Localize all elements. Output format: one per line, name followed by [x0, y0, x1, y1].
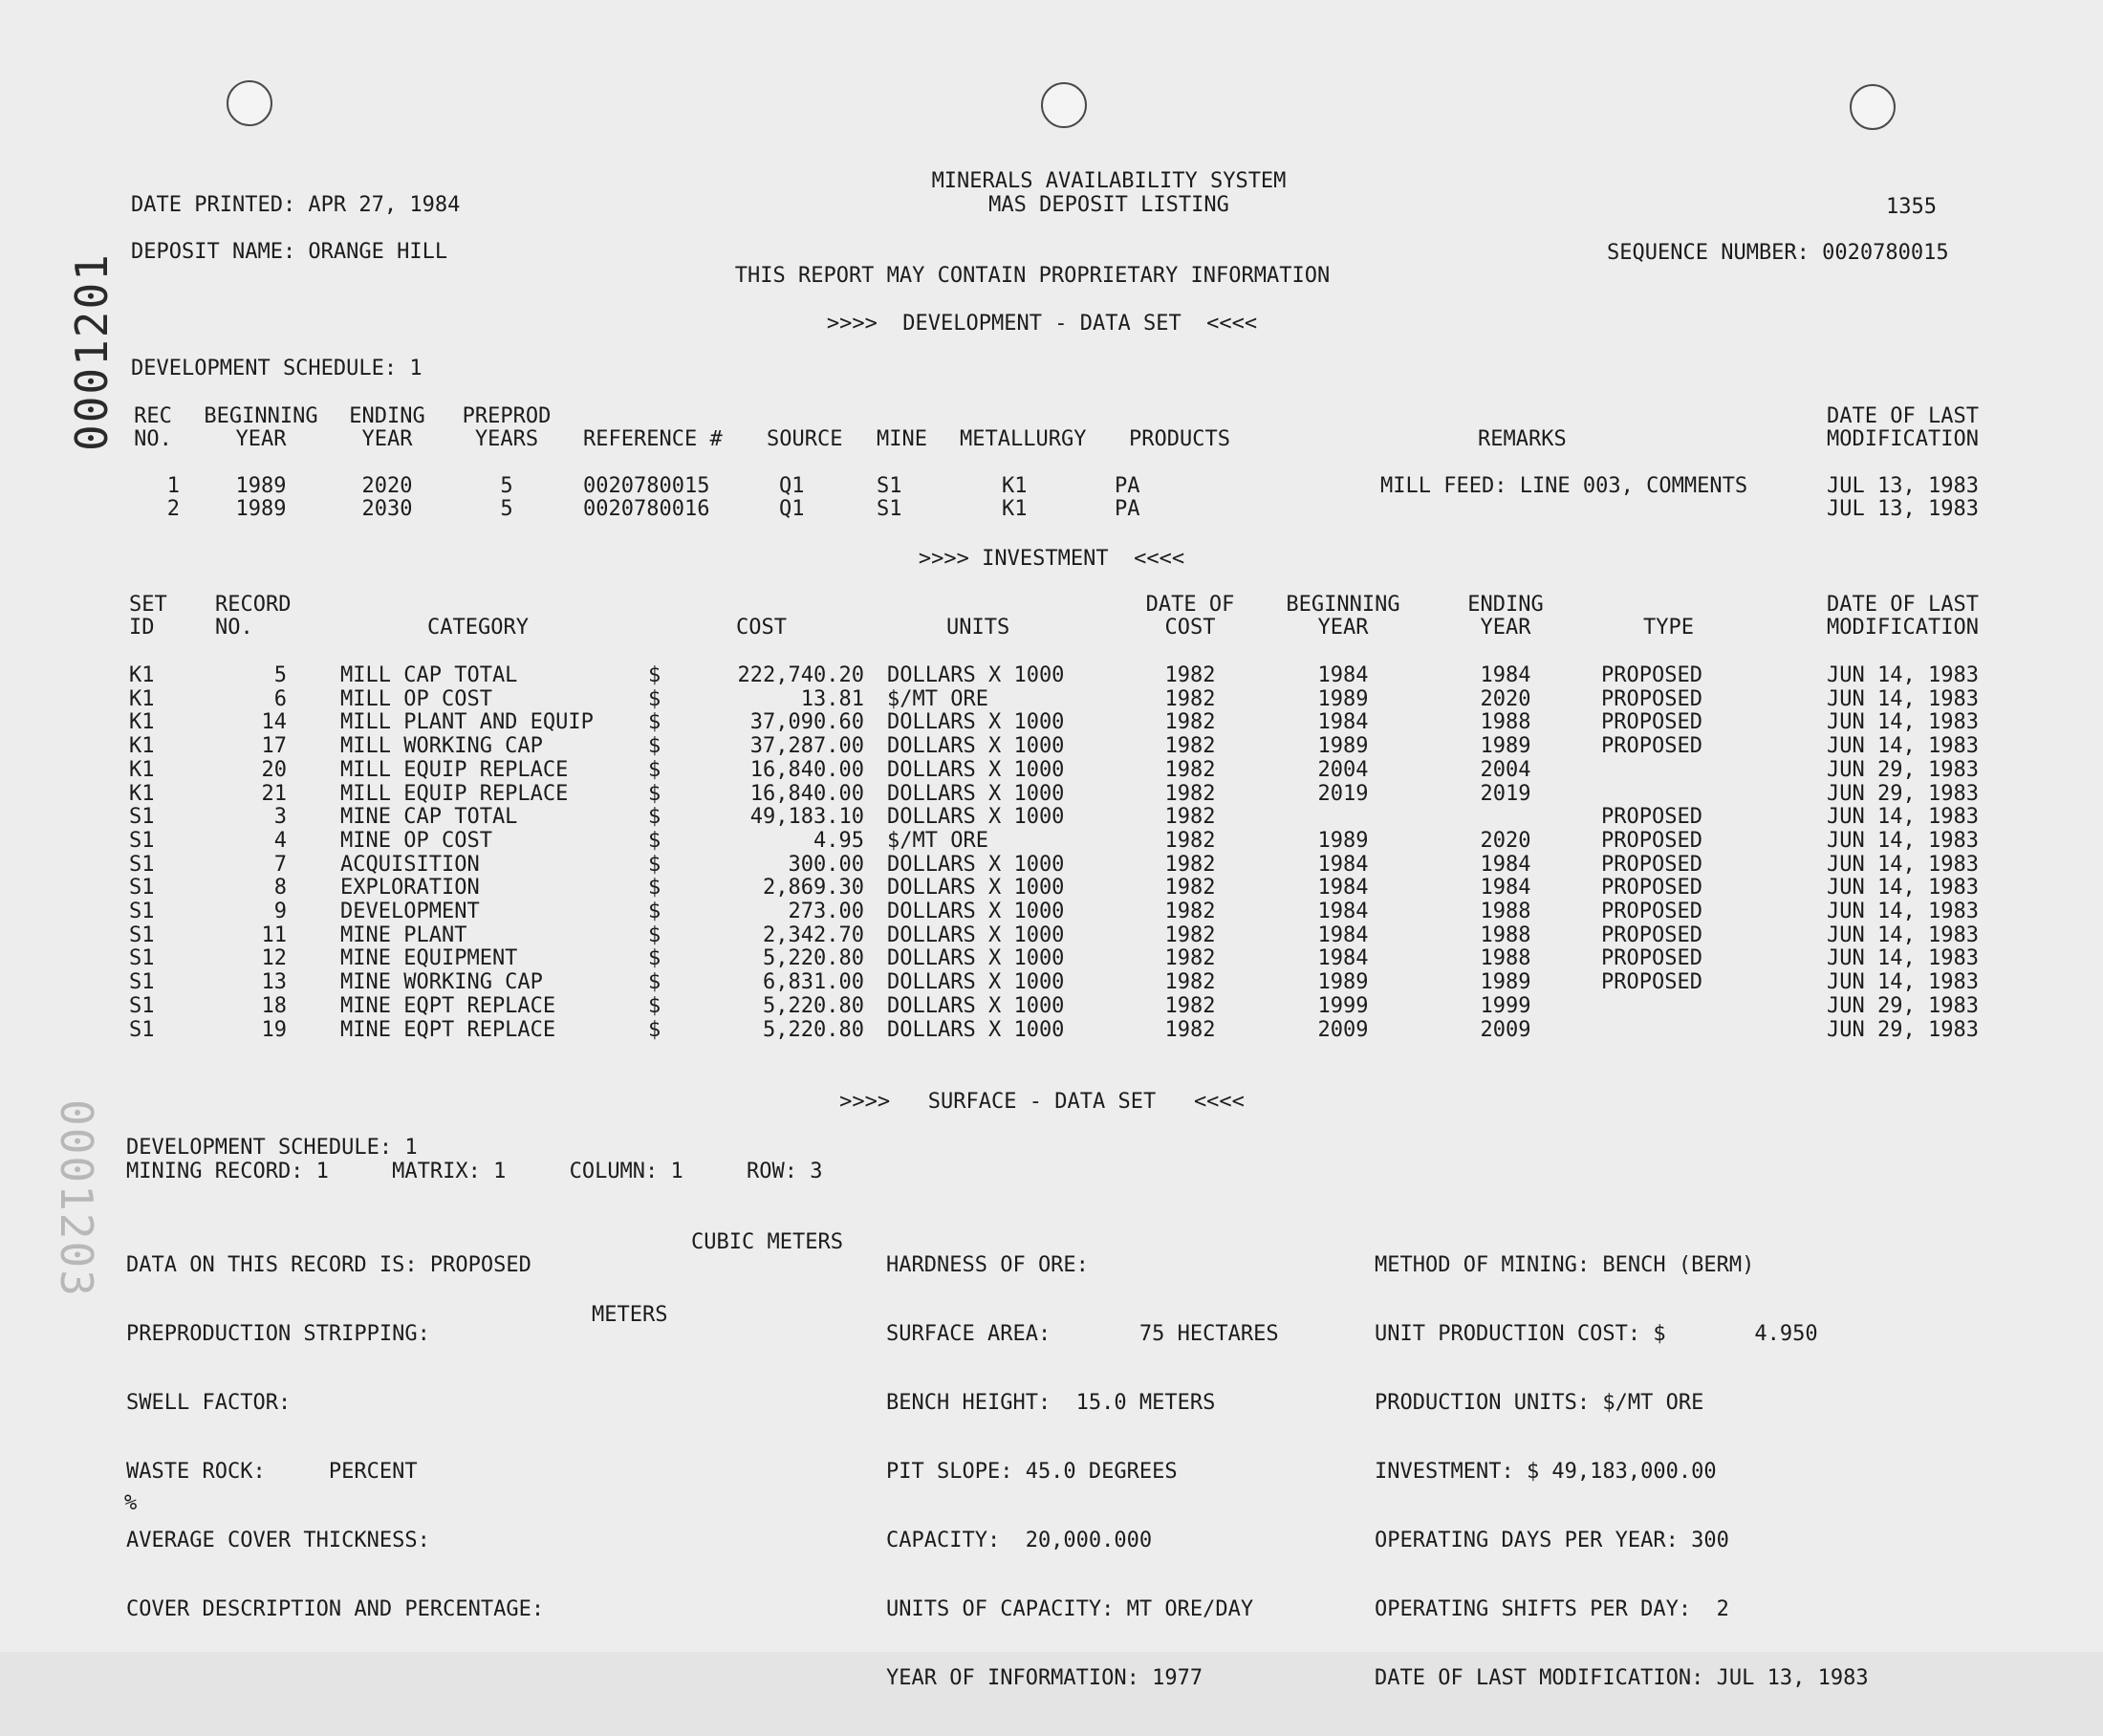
inv-cell-beginning-year: 1984: [1317, 710, 1369, 735]
stripping-units: CUBIC METERS: [691, 1230, 843, 1254]
inv-cell-date-of-cost: 1982: [1164, 852, 1216, 877]
inv-cell-type: PROPOSED: [1601, 922, 1702, 947]
inv-cell-ending-year: 2004: [1480, 757, 1531, 782]
inv-cell-type: PROPOSED: [1601, 946, 1702, 971]
inv-cell-beginning-year: 2019: [1317, 781, 1369, 806]
inv-cell-beginning-year: 1984: [1317, 852, 1369, 877]
punch-hole-center: [1041, 82, 1087, 128]
inv-cell-beginning-year: 1989: [1317, 734, 1369, 759]
deposit-name: DEPOSIT NAME: ORANGE HILL: [131, 240, 448, 264]
inv-cell-cost: 273.00: [788, 900, 864, 923]
dev-header-beginning-year: BEGINNING YEAR: [204, 404, 318, 451]
dev-cell-rec: 1: [166, 474, 180, 498]
inv-cell-dollar-sign: $: [648, 993, 661, 1018]
inv-cell-dollar-sign: $: [648, 852, 661, 877]
inv-cell-record-no: 13: [261, 970, 287, 995]
inv-cell-dollar-sign: $: [648, 946, 661, 971]
inv-cell-ending-year: 1989: [1480, 970, 1531, 995]
inv-cell-last-modification: JUN 29, 1983: [1827, 1017, 1979, 1042]
inv-cell-beginning-year: 1984: [1317, 663, 1369, 687]
inv-cell-category: MILL OP COST: [340, 686, 492, 711]
inv-cell-ending-year: 1984: [1480, 663, 1531, 687]
dev-cell-reference: 0020780015: [583, 474, 710, 498]
inv-cell-set-id: S1: [129, 805, 155, 830]
inv-cell-category: MILL EQUIP REPLACE: [340, 781, 569, 806]
inv-cell-set-id: S1: [129, 946, 155, 971]
inv-cell-units: DOLLARS X 1000: [887, 852, 1065, 877]
bleed-through-document-number: 0001203: [51, 1099, 102, 1298]
dev-cell-last-modification: JUL 13, 1983: [1827, 497, 1979, 521]
inv-cell-dollar-sign: $: [648, 781, 661, 806]
inv-cell-date-of-cost: 1982: [1164, 828, 1216, 853]
inv-cell-record-no: 11: [261, 922, 287, 947]
inv-cell-category: MILL WORKING CAP: [340, 734, 543, 759]
capacity-units-line: UNITS OF CAPACITY: MT ORE/DAY: [886, 1597, 1254, 1621]
last-modification-line: DATE OF LAST MODIFICATION: JUL 13, 1983: [1375, 1666, 1869, 1690]
dev-header-rec: REC NO.: [134, 404, 172, 451]
inv-cell-units: DOLLARS X 1000: [887, 900, 1065, 923]
inv-header-last-modification: DATE OF LAST MODIFICATION: [1827, 593, 1979, 640]
dev-cell-source: Q1: [779, 497, 805, 521]
inv-cell-category: MILL EQUIP REPLACE: [340, 757, 569, 782]
inv-header-date-of-cost: DATE OF COST: [1145, 593, 1235, 640]
inv-cell-ending-year: 1988: [1480, 946, 1531, 971]
footer-mark: %: [124, 1491, 138, 1515]
inv-cell-cost: 4.95: [813, 828, 864, 853]
inv-cell-category: MINE CAP TOTAL: [340, 805, 518, 830]
inv-cell-type: PROPOSED: [1601, 734, 1702, 759]
inv-header-ending-year: ENDING YEAR: [1467, 593, 1544, 640]
proprietary-notice: THIS REPORT MAY CONTAIN PROPRIETARY INFORMATION: [734, 264, 1331, 288]
inv-cell-units: DOLLARS X 1000: [887, 757, 1065, 782]
inv-cell-dollar-sign: $: [648, 828, 661, 853]
dev-cell-ending-year: 2030: [361, 497, 413, 521]
inv-cell-category: MINE EQPT REPLACE: [340, 1017, 556, 1042]
inv-cell-date-of-cost: 1982: [1164, 900, 1216, 923]
inv-cell-dollar-sign: $: [648, 900, 661, 923]
punch-hole-left: [227, 80, 272, 126]
operating-shifts-line: OPERATING SHIFTS PER DAY: 2: [1375, 1597, 1729, 1621]
inv-cell-record-no: 8: [273, 876, 287, 901]
dev-header-metallurgy: METALLURGY: [960, 427, 1087, 451]
dev-cell-source: Q1: [779, 474, 805, 498]
inv-cell-set-id: K1: [129, 663, 155, 687]
inv-cell-last-modification: JUN 14, 1983: [1827, 876, 1979, 901]
dev-cell-metallurgy: K1: [1002, 497, 1028, 521]
dev-cell-rec: 2: [166, 497, 180, 521]
inv-cell-type: PROPOSED: [1601, 686, 1702, 711]
inv-header-record-no: RECORD NO.: [215, 593, 292, 640]
listing-title: MAS DEPOSIT LISTING: [988, 193, 1229, 217]
capacity-line: CAPACITY: 20,000.000: [886, 1529, 1153, 1552]
investment-total-line: INVESTMENT: $ 49,183,000.00: [1375, 1460, 1717, 1484]
inv-cell-date-of-cost: 1982: [1164, 757, 1216, 782]
inv-cell-cost: 49,183.10: [749, 805, 864, 830]
development-schedule-label: DEVELOPMENT SCHEDULE: 1: [131, 357, 423, 380]
inv-cell-beginning-year: 1989: [1317, 828, 1369, 853]
inv-cell-set-id: K1: [129, 734, 155, 759]
inv-cell-beginning-year: 1984: [1317, 876, 1369, 901]
inv-cell-beginning-year: 2004: [1317, 757, 1369, 782]
system-title: MINERALS AVAILABILITY SYSTEM: [931, 169, 1287, 193]
inv-cell-cost: 222,740.20: [737, 663, 864, 687]
dev-cell-mine: S1: [877, 497, 902, 521]
inv-cell-units: DOLLARS X 1000: [887, 781, 1065, 806]
inv-cell-beginning-year: 1984: [1317, 946, 1369, 971]
inv-cell-record-no: 7: [273, 852, 287, 877]
inv-cell-set-id: S1: [129, 993, 155, 1018]
dev-header-mine: MINE: [877, 427, 927, 451]
method-of-mining-line: METHOD OF MINING: BENCH (BERM): [1375, 1253, 1755, 1277]
inv-cell-last-modification: JUN 14, 1983: [1827, 970, 1979, 995]
inv-cell-date-of-cost: 1982: [1164, 1017, 1216, 1042]
surface-stripping-line: PREPRODUCTION STRIPPING:: [126, 1322, 430, 1346]
inv-cell-last-modification: JUN 29, 1983: [1827, 993, 1979, 1018]
inv-cell-last-modification: JUN 14, 1983: [1827, 900, 1979, 923]
dev-header-remarks: REMARKS: [1478, 427, 1567, 451]
dev-header-preprod-years: PREPROD YEARS: [462, 404, 552, 451]
inv-cell-record-no: 20: [261, 757, 287, 782]
inv-cell-cost: 37,287.00: [749, 734, 864, 759]
surface-section-title: >>>> SURFACE - DATA SET <<<<: [839, 1090, 1245, 1114]
dev-cell-last-modification: JUL 13, 1983: [1827, 474, 1979, 498]
inv-cell-beginning-year: 1984: [1317, 900, 1369, 923]
inv-cell-type: PROPOSED: [1601, 900, 1702, 923]
surface-thickness-line: AVERAGE COVER THICKNESS:: [126, 1529, 430, 1552]
inv-cell-units: DOLLARS X 1000: [887, 1017, 1065, 1042]
inv-cell-ending-year: 1988: [1480, 922, 1531, 947]
inv-cell-type: PROPOSED: [1601, 805, 1702, 830]
inv-cell-record-no: 6: [273, 686, 287, 711]
dev-cell-beginning-year: 1989: [235, 497, 287, 521]
inv-cell-last-modification: JUN 14, 1983: [1827, 946, 1979, 971]
inv-cell-last-modification: JUN 14, 1983: [1827, 922, 1979, 947]
inv-cell-type: PROPOSED: [1601, 970, 1702, 995]
inv-cell-set-id: S1: [129, 922, 155, 947]
inv-cell-units: DOLLARS X 1000: [887, 734, 1065, 759]
inv-cell-units: $/MT ORE: [887, 686, 988, 711]
inv-cell-beginning-year: 1999: [1317, 993, 1369, 1018]
inv-cell-ending-year: 2019: [1480, 781, 1531, 806]
dev-header-last-modification: DATE OF LAST MODIFICATION: [1827, 404, 1979, 451]
dev-cell-reference: 0020780016: [583, 497, 710, 521]
inv-cell-dollar-sign: $: [648, 922, 661, 947]
inv-cell-cost: 16,840.00: [749, 781, 864, 806]
inv-cell-category: MINE OP COST: [340, 828, 492, 853]
inv-header-set-id: SET ID: [129, 593, 167, 640]
inv-cell-record-no: 14: [261, 710, 287, 735]
inv-cell-date-of-cost: 1982: [1164, 970, 1216, 995]
inv-cell-last-modification: JUN 14, 1983: [1827, 852, 1979, 877]
inv-cell-set-id: S1: [129, 852, 155, 877]
inv-cell-set-id: K1: [129, 686, 155, 711]
inv-cell-set-id: K1: [129, 781, 155, 806]
dev-cell-products: PA: [1115, 497, 1140, 521]
inv-cell-cost: 37,090.60: [749, 710, 864, 735]
inv-cell-beginning-year: 2009: [1317, 1017, 1369, 1042]
dev-cell-beginning-year: 1989: [235, 474, 287, 498]
surface-col-3: [1375, 1208, 1869, 1736]
inv-header-type: TYPE: [1643, 616, 1694, 640]
inv-cell-units: DOLLARS X 1000: [887, 993, 1065, 1018]
inv-cell-ending-year: 1988: [1480, 900, 1531, 923]
inv-cell-last-modification: JUN 14, 1983: [1827, 663, 1979, 687]
inv-cell-date-of-cost: 1982: [1164, 805, 1216, 830]
unit-production-cost-line: UNIT PRODUCTION COST: $ 4.950: [1375, 1322, 1818, 1346]
inv-cell-dollar-sign: $: [648, 710, 661, 735]
inv-cell-dollar-sign: $: [648, 970, 661, 995]
inv-cell-units: DOLLARS X 1000: [887, 663, 1065, 687]
inv-cell-last-modification: JUN 29, 1983: [1827, 781, 1979, 806]
inv-header-beginning-year: BEGINNING YEAR: [1286, 593, 1400, 640]
inv-cell-category: MINE EQPT REPLACE: [340, 993, 556, 1018]
dev-header-products: PRODUCTS: [1129, 427, 1230, 451]
inv-cell-record-no: 4: [273, 828, 287, 853]
development-section-title: >>>> DEVELOPMENT - DATA SET <<<<: [826, 312, 1258, 336]
operating-days-line: OPERATING DAYS PER YEAR: 300: [1375, 1529, 1729, 1552]
inv-cell-beginning-year: 1984: [1317, 922, 1369, 947]
inv-cell-last-modification: JUN 14, 1983: [1827, 686, 1979, 711]
inv-cell-ending-year: 1999: [1480, 993, 1531, 1018]
inv-cell-date-of-cost: 1982: [1164, 734, 1216, 759]
inv-cell-date-of-cost: 1982: [1164, 946, 1216, 971]
inv-cell-set-id: S1: [129, 900, 155, 923]
mining-record-line: MINING RECORD: 1 MATRIX: 1 COLUMN: 1 ROW: 3: [126, 1160, 823, 1183]
inv-cell-type: PROPOSED: [1601, 852, 1702, 877]
inv-cell-record-no: 21: [261, 781, 287, 806]
inv-cell-ending-year: 1989: [1480, 734, 1531, 759]
inv-cell-set-id: S1: [129, 828, 155, 853]
inv-cell-category: MINE EQUIPMENT: [340, 946, 518, 971]
inv-header-units: UNITS: [946, 616, 1010, 640]
inv-cell-cost: 2,869.30: [763, 876, 864, 901]
inv-cell-last-modification: JUN 14, 1983: [1827, 805, 1979, 830]
inv-cell-units: DOLLARS X 1000: [887, 805, 1065, 830]
dev-header-reference: REFERENCE #: [583, 427, 723, 451]
inv-cell-record-no: 19: [261, 1017, 287, 1042]
inv-header-cost: COST: [736, 616, 787, 640]
inv-cell-units: DOLLARS X 1000: [887, 922, 1065, 947]
inv-cell-cost: 13.81: [800, 686, 864, 711]
punch-hole-right: [1850, 84, 1896, 130]
inv-cell-record-no: 12: [261, 946, 287, 971]
inv-cell-category: MINE WORKING CAP: [340, 970, 543, 995]
inv-cell-dollar-sign: $: [648, 876, 661, 901]
inv-cell-ending-year: 2020: [1480, 686, 1531, 711]
inv-cell-set-id: K1: [129, 757, 155, 782]
inv-cell-record-no: 18: [261, 993, 287, 1018]
inv-cell-set-id: S1: [129, 970, 155, 995]
inv-cell-units: DOLLARS X 1000: [887, 946, 1065, 971]
production-units-line: PRODUCTION UNITS: $/MT ORE: [1375, 1391, 1704, 1415]
inv-cell-record-no: 3: [273, 805, 287, 830]
inv-cell-date-of-cost: 1982: [1164, 993, 1216, 1018]
inv-cell-units: DOLLARS X 1000: [887, 876, 1065, 901]
inv-cell-date-of-cost: 1982: [1164, 663, 1216, 687]
inv-cell-cost: 5,220.80: [763, 1017, 864, 1042]
inv-cell-ending-year: 1988: [1480, 710, 1531, 735]
inv-cell-type: PROPOSED: [1601, 876, 1702, 901]
inv-cell-category: DEVELOPMENT: [340, 900, 480, 923]
surface-schedule-label: DEVELOPMENT SCHEDULE: 1: [126, 1136, 418, 1160]
inv-cell-last-modification: JUN 14, 1983: [1827, 828, 1979, 853]
inv-cell-type: PROPOSED: [1601, 663, 1702, 687]
dev-cell-preprod-years: 5: [500, 474, 513, 498]
inv-cell-ending-year: 2009: [1480, 1017, 1531, 1042]
dev-cell-preprod-years: 5: [500, 497, 513, 521]
inv-cell-set-id: K1: [129, 710, 155, 735]
inv-cell-category: MILL CAP TOTAL: [340, 663, 518, 687]
inv-header-category: CATEGORY: [427, 616, 529, 640]
inv-cell-type: PROPOSED: [1601, 828, 1702, 853]
surface-swell-line: SWELL FACTOR:: [126, 1391, 292, 1415]
pit-slope-line: PIT SLOPE: 45.0 DEGREES: [886, 1460, 1178, 1484]
inv-cell-set-id: S1: [129, 876, 155, 901]
inv-cell-record-no: 5: [273, 663, 287, 687]
inv-cell-dollar-sign: $: [648, 1017, 661, 1042]
inv-cell-cost: 5,220.80: [763, 946, 864, 971]
surface-area-line: SURFACE AREA: 75 HECTARES: [886, 1322, 1279, 1346]
inv-cell-units: $/MT ORE: [887, 828, 988, 853]
inv-cell-cost: 16,840.00: [749, 757, 864, 782]
surface-proposed-line: DATA ON THIS RECORD IS: PROPOSED: [126, 1253, 531, 1277]
investment-section-title: >>>> INVESTMENT <<<<: [918, 547, 1185, 571]
inv-cell-category: ACQUISITION: [340, 852, 480, 877]
inv-cell-date-of-cost: 1982: [1164, 876, 1216, 901]
inv-cell-date-of-cost: 1982: [1164, 686, 1216, 711]
inv-cell-date-of-cost: 1982: [1164, 781, 1216, 806]
handwritten-document-number: 0001201: [66, 252, 118, 451]
inv-cell-dollar-sign: $: [648, 734, 661, 759]
inv-cell-ending-year: 2020: [1480, 828, 1531, 853]
surface-col-1: [126, 1208, 544, 1667]
inv-cell-ending-year: 1984: [1480, 876, 1531, 901]
inv-cell-type: PROPOSED: [1601, 710, 1702, 735]
inv-cell-last-modification: JUN 29, 1983: [1827, 757, 1979, 782]
inv-cell-date-of-cost: 1982: [1164, 710, 1216, 735]
dev-cell-ending-year: 2020: [361, 474, 413, 498]
inv-cell-record-no: 9: [273, 900, 287, 923]
dev-cell-remarks: MILL FEED: LINE 003, COMMENTS: [1380, 474, 1748, 498]
inv-cell-cost: 6,831.00: [763, 970, 864, 995]
inv-cell-ending-year: 1984: [1480, 852, 1531, 877]
inv-cell-category: MILL PLANT AND EQUIP: [340, 710, 594, 735]
inv-cell-record-no: 17: [261, 734, 287, 759]
inv-cell-category: EXPLORATION: [340, 876, 480, 901]
dev-cell-products: PA: [1115, 474, 1140, 498]
dev-cell-metallurgy: K1: [1002, 474, 1028, 498]
thickness-units: METERS: [592, 1303, 668, 1327]
hardness-line: HARDNESS OF ORE:: [886, 1253, 1089, 1277]
inv-cell-dollar-sign: $: [648, 686, 661, 711]
dev-cell-mine: S1: [877, 474, 902, 498]
inv-cell-category: MINE PLANT: [340, 922, 467, 947]
inv-cell-cost: 2,342.70: [763, 922, 864, 947]
surface-cover-line: COVER DESCRIPTION AND PERCENTAGE:: [126, 1597, 545, 1621]
inv-cell-units: DOLLARS X 1000: [887, 710, 1065, 735]
inv-cell-beginning-year: 1989: [1317, 686, 1369, 711]
inv-cell-cost: 5,220.80: [763, 993, 864, 1018]
inv-cell-set-id: S1: [129, 1017, 155, 1042]
surface-col-2: [886, 1208, 1279, 1736]
inv-cell-last-modification: JUN 14, 1983: [1827, 710, 1979, 735]
inv-cell-cost: 300.00: [788, 852, 864, 877]
sequence-number: SEQUENCE NUMBER: 0020780015: [1607, 241, 1949, 265]
inv-cell-date-of-cost: 1982: [1164, 922, 1216, 947]
inv-cell-dollar-sign: $: [648, 757, 661, 782]
inv-cell-units: DOLLARS X 1000: [887, 970, 1065, 995]
inv-cell-dollar-sign: $: [648, 663, 661, 687]
dev-header-ending-year: ENDING YEAR: [349, 404, 425, 451]
inv-cell-beginning-year: 1989: [1317, 970, 1369, 995]
date-printed: DATE PRINTED: APR 27, 1984: [131, 193, 461, 217]
inv-cell-last-modification: JUN 14, 1983: [1827, 734, 1979, 759]
surface-waste-line: WASTE ROCK: PERCENT: [126, 1460, 418, 1484]
dev-header-source: SOURCE: [767, 427, 843, 451]
inv-cell-dollar-sign: $: [648, 805, 661, 830]
bench-height-line: BENCH HEIGHT: 15.0 METERS: [886, 1391, 1216, 1415]
page-number: 1355: [1886, 195, 1937, 219]
year-of-information-line: YEAR OF INFORMATION: 1977: [886, 1666, 1203, 1690]
